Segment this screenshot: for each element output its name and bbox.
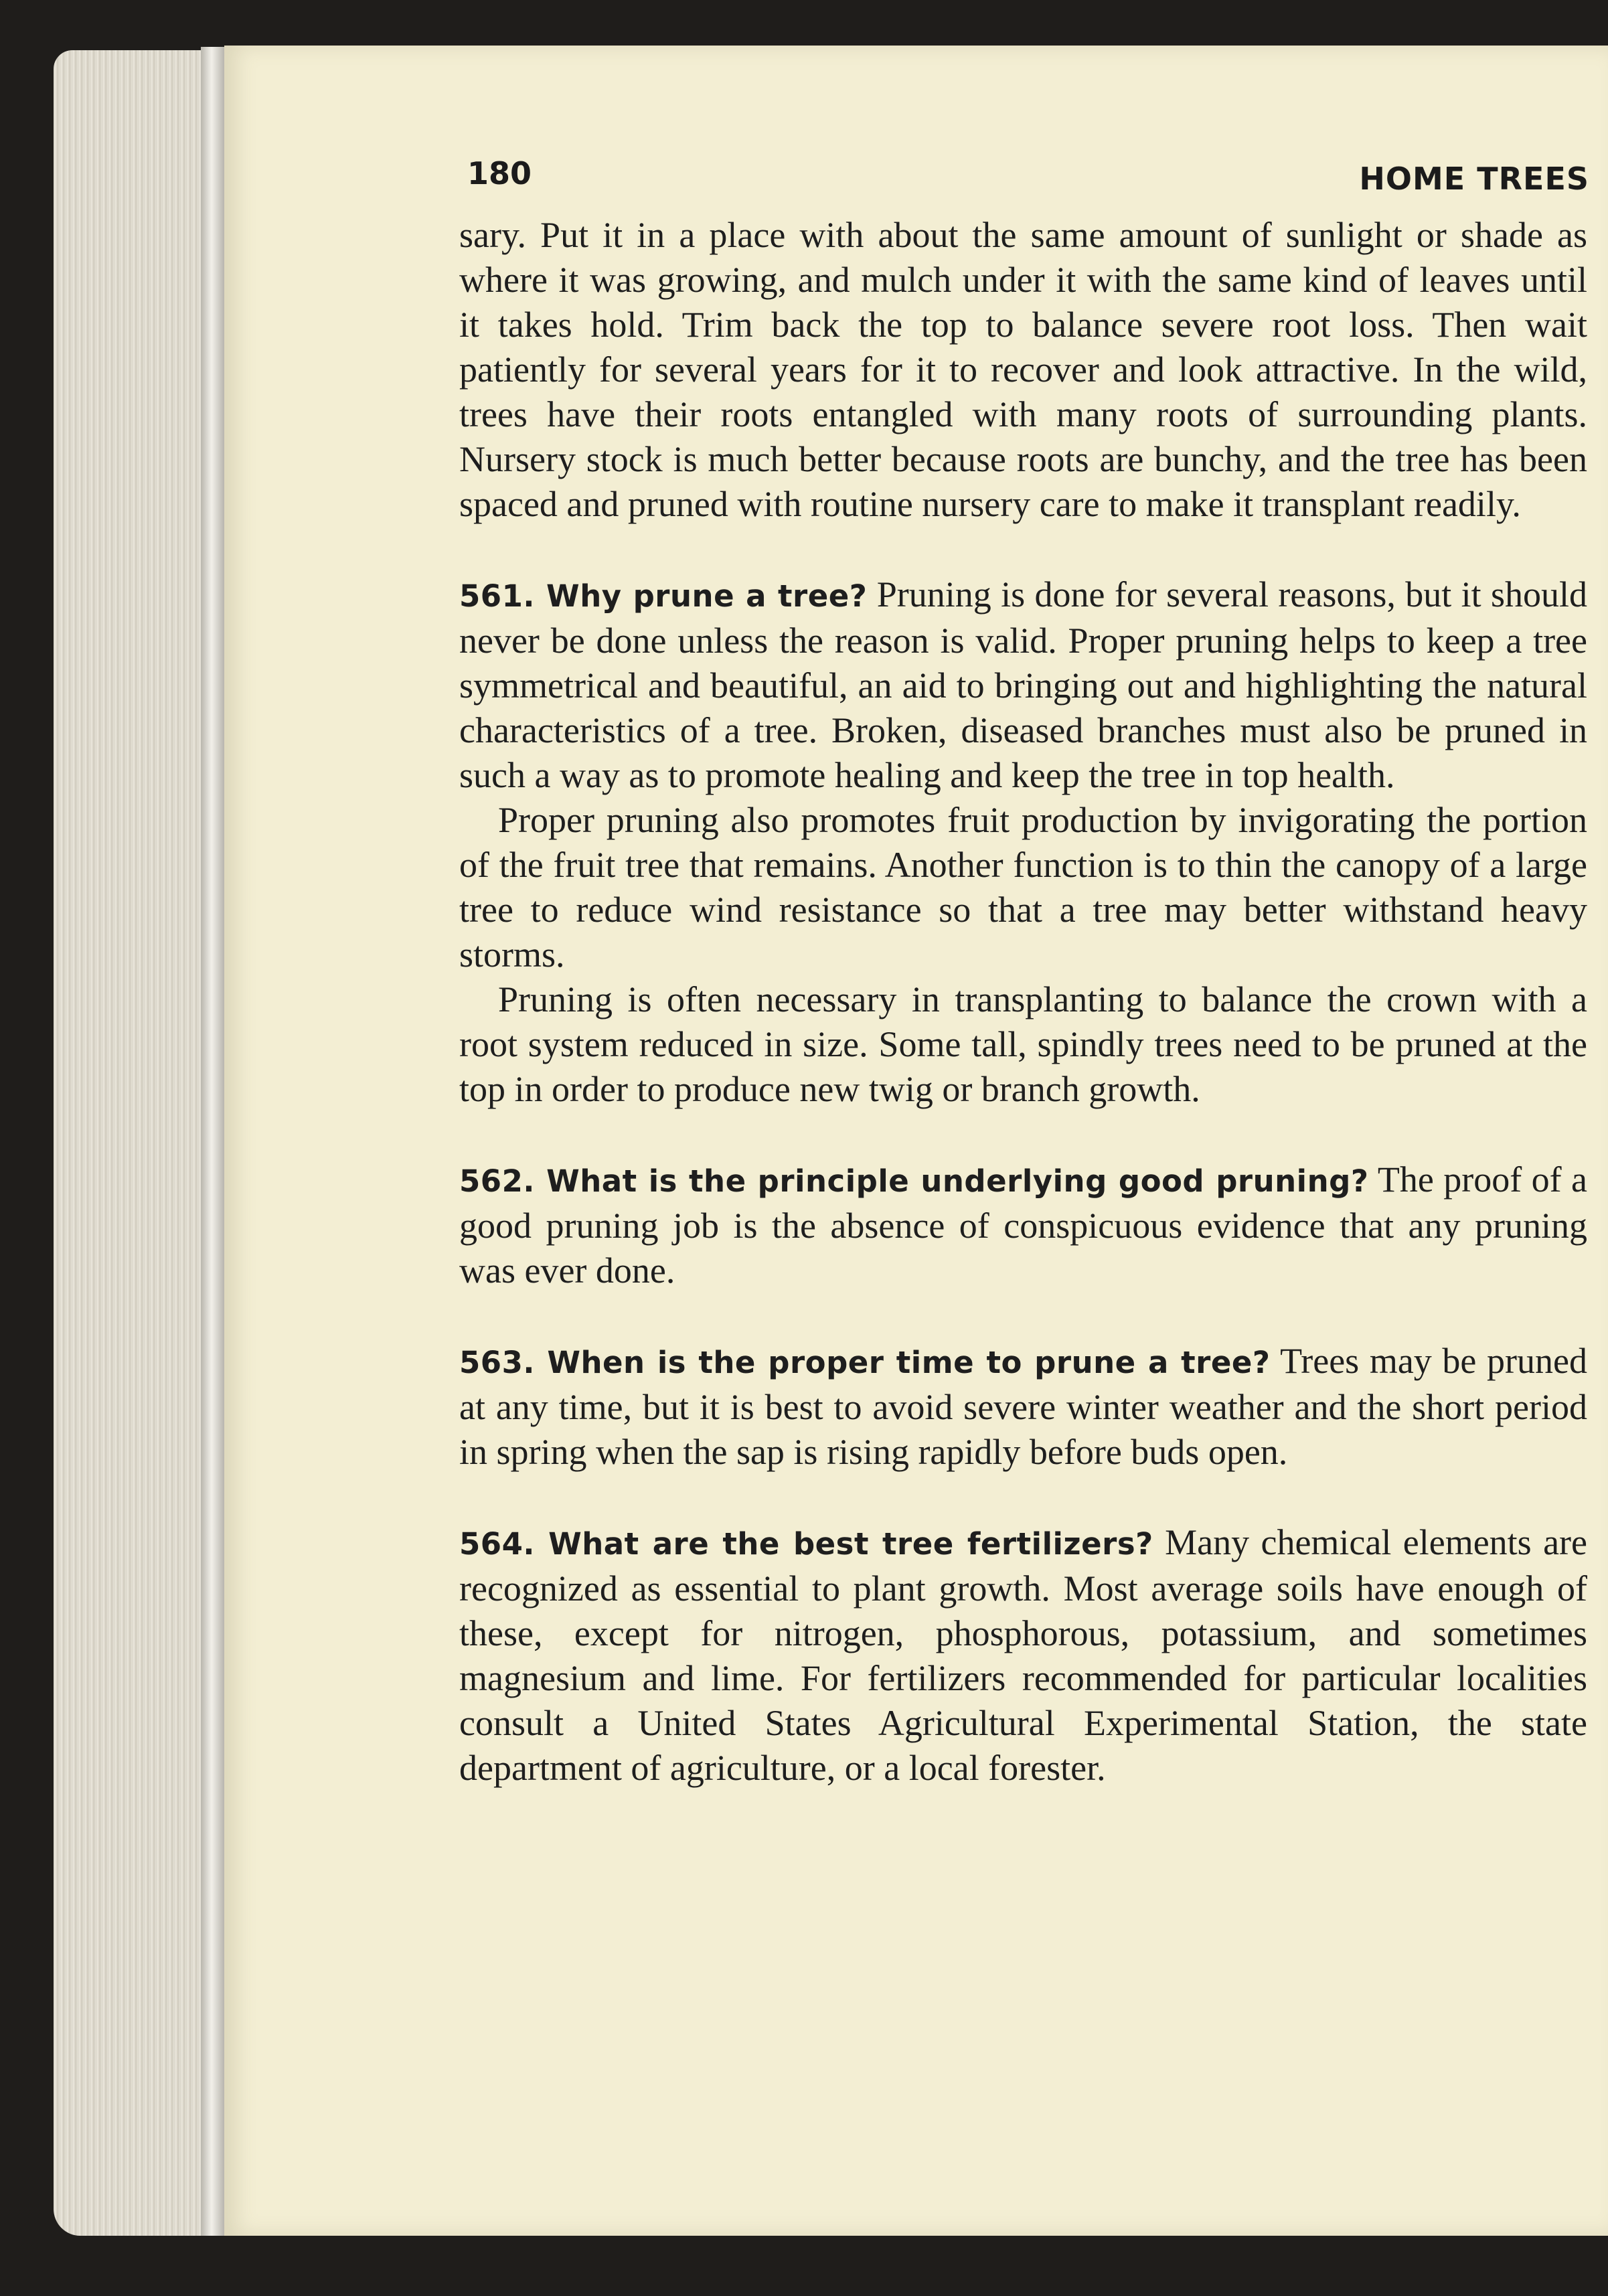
running-head: HOME TREES xyxy=(1359,161,1589,197)
q561-answer: Pruning is done for several reasons, but it should never be done unless the reason is valid. Proper pruning helps to keep a tree symmetrical and beautiful, an aid to bringing out and highlighting the natural characteristics of a tree. Broken, diseased branches must also be pruned in such a way as to promote healing and keep the tree in top health. xyxy=(459,574,1587,795)
q564-paragraph xyxy=(459,1520,1587,1791)
q562-paragraph xyxy=(459,1157,1587,1293)
page-header xyxy=(467,155,1589,202)
continuation-paragraph: sary. Put it in a place with about the same amount of sunlight or shade as where it was growing, and mulch under it with the same kind of leaves until it takes hold. Trim back the top to balance severe root loss. Then wait patiently for several years for it to recover and look attractive. In the wild, trees have their roots entangled with many roots of surrounding plants. Nursery stock is much better because roots are bunchy, and the tree has been spaced and pruned with routine nursery care to make it transplant readily. xyxy=(459,215,1587,524)
page-number: 180 xyxy=(467,155,532,191)
q563-answer: Trees may be pruned at any time, but it is best to avoid severe winter weather and the short period in spring when the sap is rising rapidly before buds open. xyxy=(459,1341,1587,1472)
page-text xyxy=(459,213,1587,1791)
q563-paragraph xyxy=(459,1339,1587,1475)
book-gutter xyxy=(201,47,228,2236)
q564-question: 564. What are the best tree fertilizers? xyxy=(459,1526,1153,1562)
q562-question: 562. What is the principle underlying good pruning? xyxy=(459,1163,1369,1199)
q561-paragraph-2: Proper pruning also promotes fruit production by invigorating the portion of the fruit tree that remains. Another function is to thin the canopy of a large tree to reduce wind resistance so that a tree may better withstand heavy storms. xyxy=(459,800,1587,975)
q561-question: 561. Why prune a tree? xyxy=(459,578,868,614)
q561-paragraph xyxy=(459,572,1587,798)
q562-answer: The proof of a good pruning job is the absence of conspicuous evidence that any pruning was ever done. xyxy=(459,1159,1587,1291)
bottom-shadow xyxy=(224,2236,1608,2296)
q564-answer: Many chemical elements are recognized as essential to plant growth. Most average soils have enough of these, except for nitrogen, phosphorous, potassium, and sometimes magnesium and lime. For fertilizers recommended for particular localities consult a United States Agricultural Experimental Station, the state department of agriculture, or a local forester. xyxy=(459,1522,1587,1788)
q561-paragraph-3: Pruning is often necessary in transplanting to balance the crown with a root system reduced in size. Some tall, spindly trees need to be pruned at the top in order to produce new twig or branch growth. xyxy=(459,979,1587,1109)
q563-question: 563. When is the proper time to prune a tree? xyxy=(459,1345,1271,1380)
